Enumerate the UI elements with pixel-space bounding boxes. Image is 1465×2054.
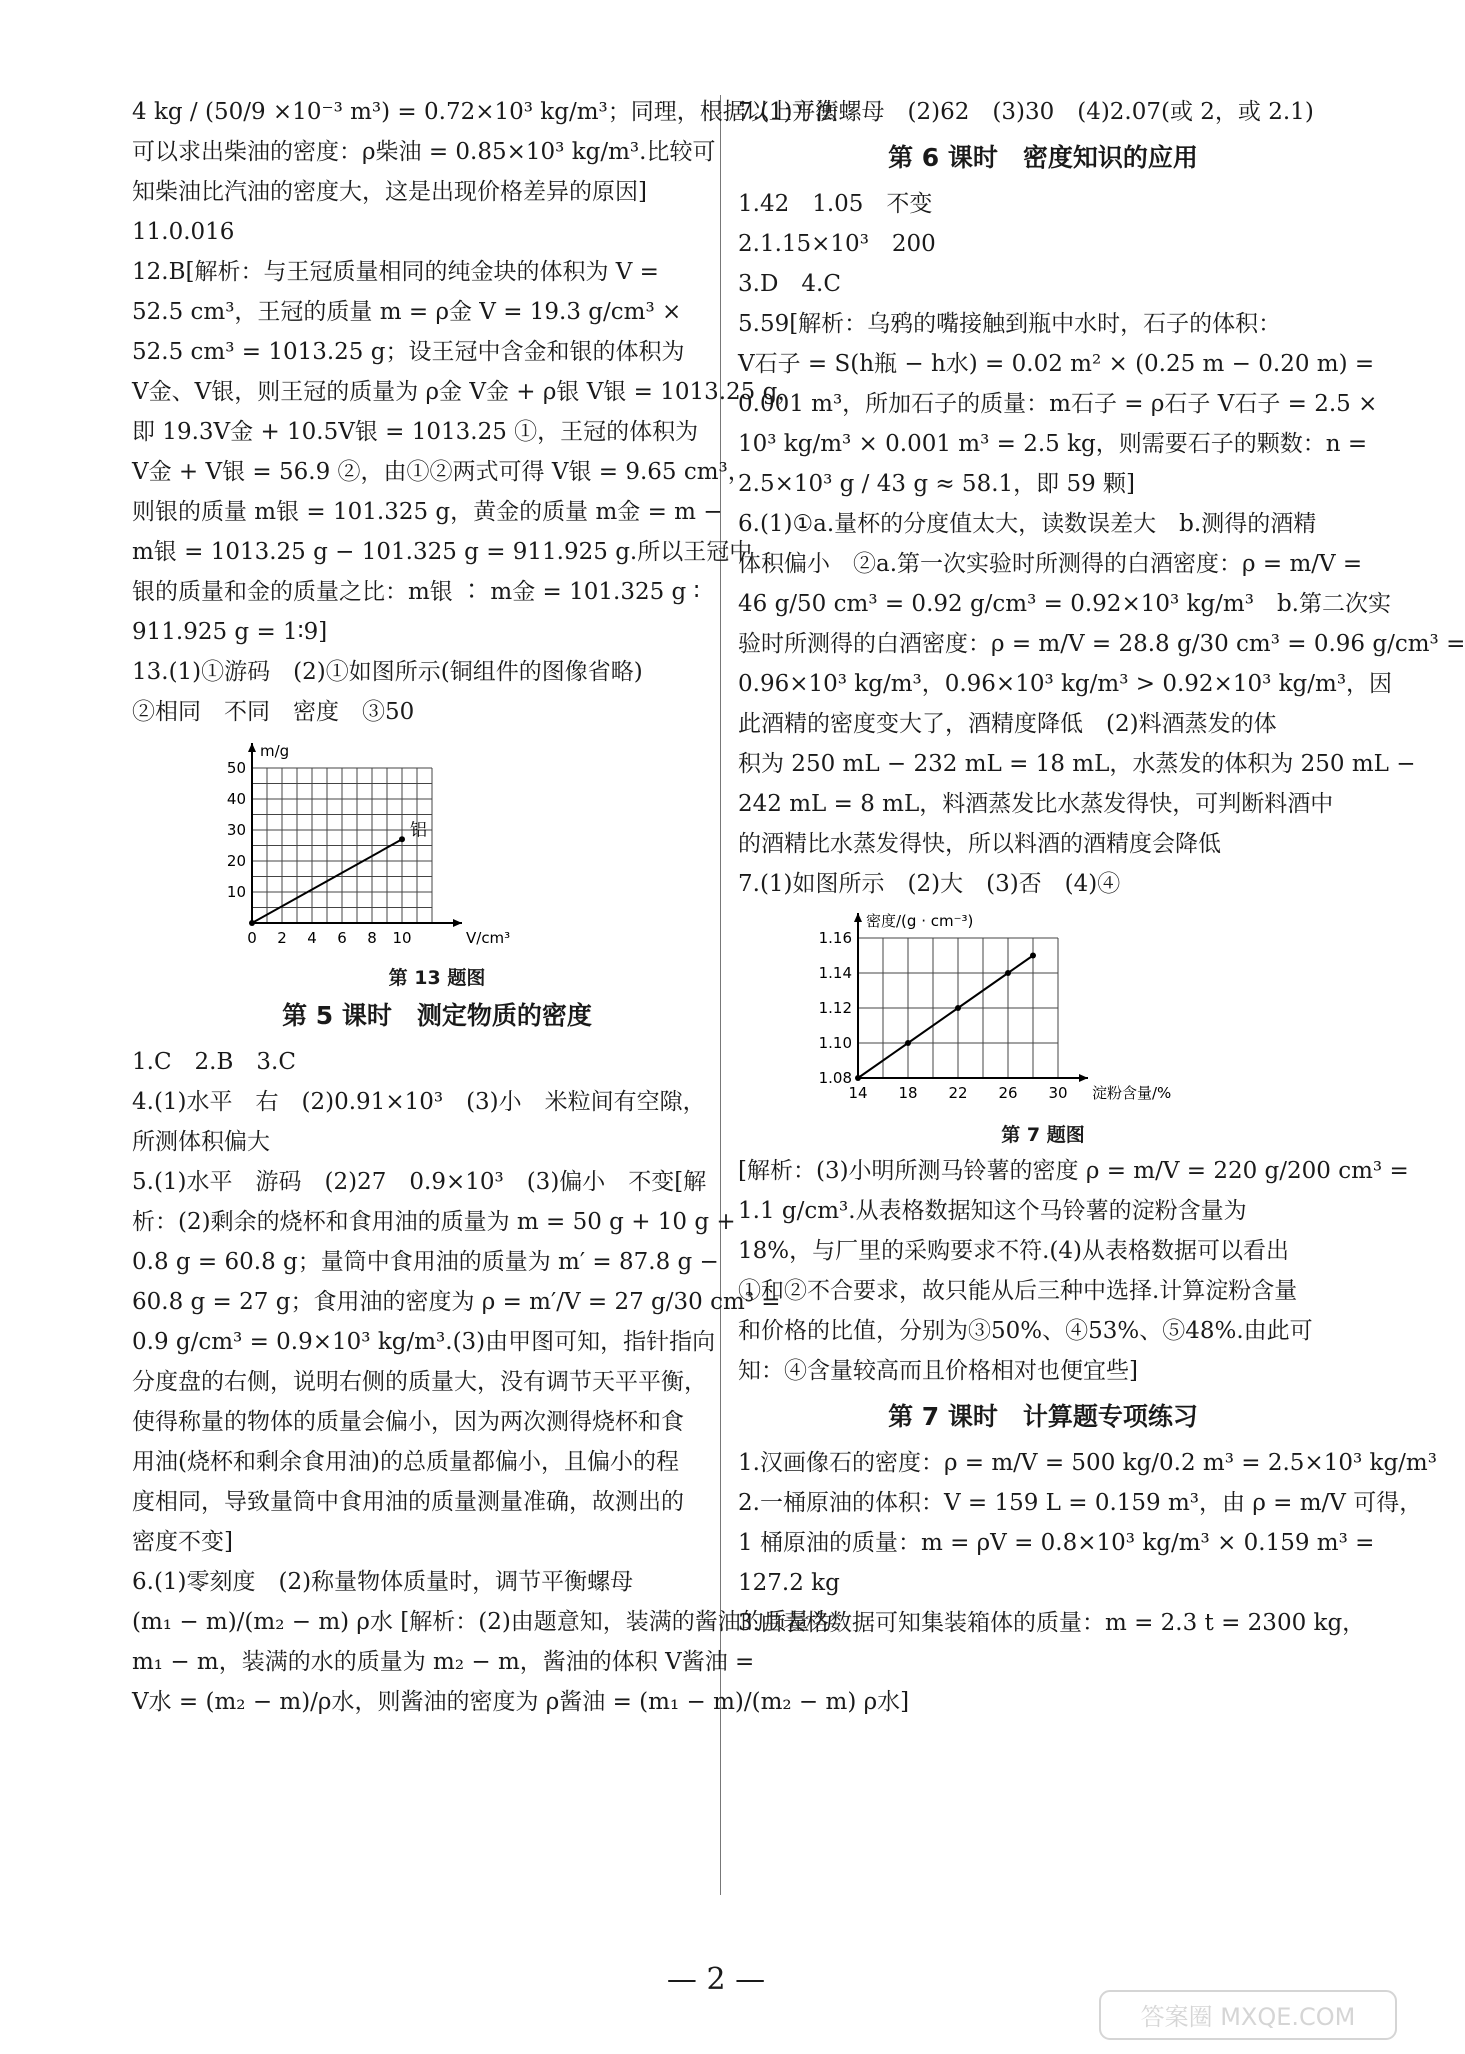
answer-line: 知：④含量较高而且价格相对也便宜些] (738, 1358, 1138, 1384)
answer-line: 体积偏小 ②a.第一次实验时所测得的白酒密度：ρ = m/V = (738, 551, 1363, 577)
chart-7-analysis (738, 1151, 1409, 1391)
answer-line: 0.96×10³ kg/m³，0.96×10³ kg/m³ > 0.92×10³ kg/m³，因 (738, 671, 1393, 697)
watermark-logo (1098, 1985, 1398, 2045)
section-6-title: 第 6 课时 密度知识的应用 (888, 143, 1198, 172)
answer-line: 46 g/50 cm³ = 0.92 g/cm³ = 0.92×10³ kg/m³ b.第二次实 (738, 591, 1391, 617)
answer-line: 0.001 m³，所加石子的质量：m石子 = ρ石子 V石子 = 2.5 × (738, 391, 1378, 417)
answer-line: 此酒精的密度变大了，酒精度降低 (2)料酒蒸发的体 (738, 711, 1277, 737)
y-tick-label: 1.14 (818, 964, 852, 982)
answer-line: 1.汉画像石的密度：ρ = m/V = 500 kg/0.2 m³ = 2.5×10³ kg/m³ (738, 1450, 1437, 1476)
answer-line: 127.2 kg (738, 1570, 840, 1596)
answer-line: 知柴油比汽油的密度大，这是出现价格差异的原因] (132, 179, 647, 205)
answer-line: 52.5 cm³ = 1013.25 g；设王冠中含金和银的体积为 (132, 339, 685, 365)
answer-line: 度相同，导致量筒中食用油的质量测量准确，故测出的 (132, 1489, 684, 1515)
x-tick-label: 26 (998, 1084, 1018, 1102)
answer-line: 6.(1)①a.量杯的分度值太大，读数误差大 b.测得的酒精 (738, 511, 1317, 537)
y-axis-arrow (248, 743, 256, 752)
chart-7-svg (738, 910, 1172, 1110)
answer-line: 4.(1)水平 右 (2)0.91×10³ (3)小 米粒间有空隙， (132, 1089, 706, 1115)
y-tick-label: 1.08 (818, 1069, 852, 1087)
y-tick-label: 50 (226, 759, 246, 777)
data-point (855, 1075, 861, 1081)
data-point (399, 836, 405, 842)
answer-line: 12.B[解析：与王冠质量相同的纯金块的体积为 V = (132, 259, 659, 285)
answer-line: 18%，与厂里的采购要求不符.(4)从表格数据可以看出 (738, 1238, 1290, 1264)
y-tick-label: 10 (226, 883, 246, 901)
answer-line: ②相同 不同 密度 ③50 (132, 699, 415, 725)
answer-line: 52.5 cm³，王冠的质量 m = ρ金 V = 19.3 g/cm³ × (132, 299, 682, 325)
answer-line: m₁ − m，装满的水的质量为 m₂ − m，酱油的体积 V酱油 = (132, 1649, 755, 1675)
answer-line: 所测体积偏大 (132, 1129, 270, 1155)
x-tick-label: 14 (848, 1084, 868, 1102)
x-tick-label: 6 (337, 929, 347, 947)
answer-line: 使得称量的物体的质量会偏小，因为两次测得烧杯和食 (132, 1409, 684, 1435)
answer-line: 1.C 2.B 3.C (132, 1049, 296, 1075)
answer-line: 11.0.016 (132, 219, 235, 245)
answer-line: 验时所测得的白酒密度：ρ = m/V = 28.8 g/30 cm³ = 0.96 g/cm³ = (738, 631, 1465, 657)
x-tick-label: 0 (247, 929, 257, 947)
chart-7-caption: 第 7 题图 (1001, 1124, 1085, 1146)
answer-line: 1 桶原油的质量：m = ρV = 0.8×10³ kg/m³ × 0.159 m³ = (738, 1530, 1375, 1556)
answer-line: 密度不变] (132, 1529, 233, 1555)
answer-line: 2.一桶原油的体积：V = 159 L = 0.159 m³，由 ρ = m/V 可得， (738, 1490, 1423, 1516)
x-tick-label: 2 (277, 929, 287, 947)
answer-line: 分度盘的右侧，说明右侧的质量大，没有调节天平平衡， (132, 1369, 707, 1395)
x-axis-label: V/cm³ (466, 929, 511, 947)
right-top-answers (738, 92, 1348, 132)
data-point (955, 1005, 961, 1011)
y-axis-label: 密度/(g · cm⁻³) (866, 912, 974, 930)
page-number: 2 (706, 1962, 726, 1997)
y-tick-label: 1.10 (818, 1034, 852, 1052)
y-tick-label: 40 (226, 790, 246, 808)
series-label: 铝 (410, 820, 427, 841)
answer-line: (m₁ − m)/(m₂ − m) ρ水 [解析：(2)由题意知，装满的酱油的质量为 (132, 1609, 833, 1635)
answer-line: 10³ kg/m³ × 0.001 m³ = 2.5 kg，则需要石子的颗数：n = (738, 431, 1368, 457)
answer-line: ①和②不合要求，故只能从后三种中选择.计算淀粉含量 (738, 1278, 1298, 1304)
y-tick-label: 1.16 (818, 929, 852, 947)
x-tick-label: 10 (392, 929, 412, 947)
data-point (905, 1040, 911, 1046)
section-7-title: 第 7 课时 计算题专项练习 (888, 1402, 1198, 1431)
section-5-title: 第 5 课时 测定物质的密度 (282, 1001, 592, 1030)
x-tick-label: 18 (898, 1084, 918, 1102)
answer-line: 13.(1)①游码 (2)①如图所示(铜组件的图像省略) (132, 659, 643, 685)
answer-line: 则银的质量 m银 = 101.325 g，黄金的质量 m金 = m − (132, 499, 723, 525)
y-tick-label: 1.12 (818, 999, 852, 1017)
answer-line: 银的质量和金的质量之比：m银 ∶ m金 = 101.325 g ∶ (132, 579, 700, 605)
answer-line: 7.(1)如图所示 (2)大 (3)否 (4)④ (738, 871, 1121, 897)
x-axis-label: 淀粉含量/% (1092, 1084, 1172, 1102)
answer-line: V金、V银，则王冠的质量为 ρ金 V金 + ρ银 V银 = 1013.25 g， (132, 379, 801, 405)
y-tick-label: 30 (226, 821, 246, 839)
answer-line: 5.(1)水平 游码 (2)27 0.9×10³ (3)偏小 不变[解 (132, 1169, 707, 1195)
y-axis-arrow (854, 913, 862, 922)
answer-line: V石子 = S(h瓶 − h水) = 0.02 m² × (0.25 m − 0.20 m) = (738, 351, 1375, 377)
answer-line: 可以求出柴油的密度：ρ柴油 = 0.85×10³ kg/m³.比较可 (132, 139, 716, 165)
answer-line: 析：(2)剩余的烧杯和食用油的质量为 m = 50 g + 10 g + (132, 1209, 736, 1235)
answer-line: 6.(1)零刻度 (2)称量物体质量时，调节平衡螺母 (132, 1569, 634, 1595)
answer-line: 5.59[解析：乌鸦的嘴接触到瓶中水时，石子的体积： (738, 311, 1282, 337)
answer-line: V水 = (m₂ − m)/ρ水，则酱油的密度为 ρ酱油 = (m₁ − m)/(m₂ − m) ρ水] (132, 1689, 910, 1715)
x-tick-label: 4 (307, 929, 317, 947)
answer-line: 7.(1)平衡螺母 (2)62 (3)30 (4)2.07(或 2，或 2.1) (738, 99, 1314, 125)
chart-7 (738, 910, 1348, 1147)
page-footer: — 2 — (666, 1962, 766, 1997)
answer-line: 2.1.15×10³ 200 (738, 231, 936, 257)
data-point (1005, 970, 1011, 976)
svg-text:答案圈 MXQE.COM: 答案圈 MXQE.COM (1140, 2003, 1356, 2031)
answer-line: 4 kg / (50/9 ×10⁻³ m³) = 0.72×10³ kg/m³；同理，根据以上方法 (132, 99, 838, 125)
answer-line: 1.1 g/cm³.从表格数据知这个马铃薯的淀粉含量为 (738, 1198, 1247, 1224)
x-tick-label: 8 (367, 929, 377, 947)
answer-line: 即 19.3V金 + 10.5V银 = 1013.25 ①，王冠的体积为 (132, 419, 699, 445)
data-point (1030, 953, 1036, 959)
answer-line: 911.925 g = 1∶9] (132, 619, 328, 645)
y-axis-label: m/g (260, 742, 290, 760)
right-column (738, 92, 1465, 1643)
x-axis-arrow (453, 919, 462, 927)
y-tick-label: 20 (226, 852, 246, 870)
chart-13 (132, 738, 742, 990)
answer-line: 2.5×10³ g / 43 g ≈ 58.1，即 59 颗] (738, 471, 1136, 497)
x-tick-label: 30 (1048, 1084, 1068, 1102)
answer-line: 0.8 g = 60.8 g；量筒中食用油的质量为 m′ = 87.8 g − (132, 1249, 719, 1275)
x-tick-label: 22 (948, 1084, 968, 1102)
answer-line: 0.9 g/cm³ = 0.9×10³ kg/m³.(3)由甲图可知，指针指向 (132, 1329, 716, 1355)
data-point (249, 920, 255, 926)
answer-line: m银 = 1013.25 g − 101.325 g = 911.925 g.所以王冠中 (132, 539, 753, 565)
answer-line: 1.42 1.05 不变 (738, 191, 933, 217)
answer-line: 3.由表格数据可知集装箱体的质量：m = 2.3 t = 2300 kg， (738, 1610, 1366, 1636)
x-axis-arrow (1079, 1074, 1088, 1082)
answer-line: 积为 250 mL − 232 mL = 18 mL，水蒸发的体积为 250 mL − (738, 751, 1416, 777)
answer-line: V金 + V银 = 56.9 ②，由①②两式可得 V银 = 9.65 cm³， (132, 459, 751, 485)
answer-line: 的酒精比水蒸发得快，所以料酒的酒精度会降低 (738, 831, 1221, 857)
answer-line: 60.8 g = 27 g；食用油的密度为 ρ = m′/V = 27 g/30 cm³ = (132, 1289, 781, 1315)
answer-line: 242 mL = 8 mL，料酒蒸发比水蒸发得快，可判断料酒中 (738, 791, 1334, 817)
answer-line: 3.D 4.C (738, 271, 841, 297)
chart-13-svg (132, 738, 552, 953)
chart-13-caption: 第 13 题图 (388, 967, 486, 989)
section-7-answers (738, 1443, 1437, 1643)
answer-line: 用油(烧杯和剩余食用油)的总质量都偏小，且偏小的程 (132, 1449, 679, 1475)
answer-line: 和价格的比值，分别为③50%、④53%、⑤48%.由此可 (738, 1318, 1313, 1344)
answer-line: [解析：(3)小明所测马铃薯的密度 ρ = m/V = 220 g/200 cm³ = (738, 1158, 1409, 1184)
section-6-answers (738, 184, 1465, 904)
